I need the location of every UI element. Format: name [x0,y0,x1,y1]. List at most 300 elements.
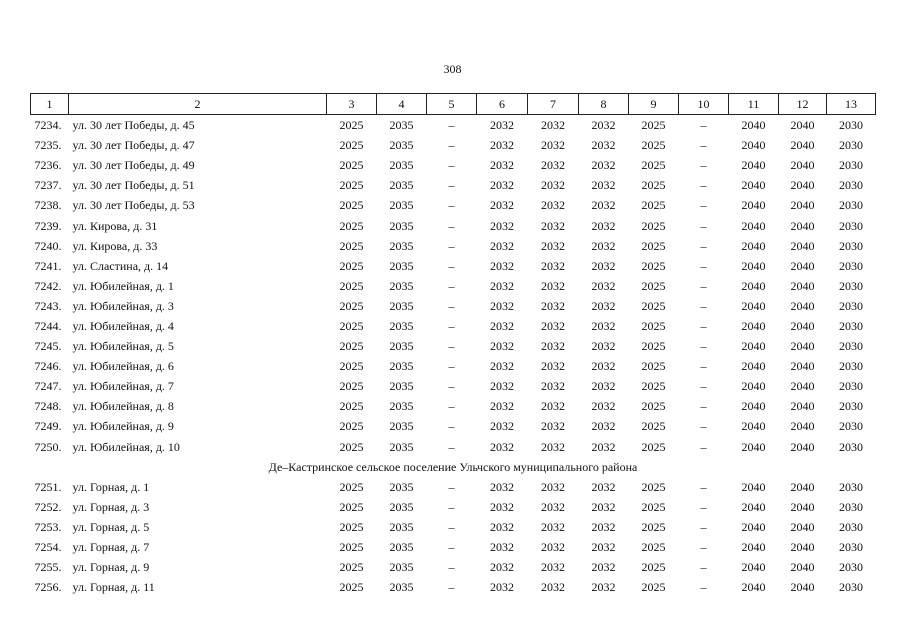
table-row [31,115,876,136]
column-header-11: 11 [729,94,779,115]
cell-col-6-year: 2032 [490,519,514,534]
cell-address: ул. Юбилейная, д. 5 [72,339,174,354]
cell-row-number: 7242. [34,278,62,293]
cell-col-6-year: 2032 [490,318,514,333]
table-row [31,477,876,497]
cell-address: ул. 30 лет Победы, д. 47 [72,138,195,153]
table-row [31,356,876,376]
cell-col-4-year: 2035 [389,339,414,354]
table-row [31,195,876,215]
cell-col-12-year: 2040 [790,158,815,173]
cell-col-10-value: – [700,379,707,394]
table-row [31,336,876,356]
cell-col-10-value: – [700,419,707,434]
cell-col-12-year: 2040 [790,178,815,193]
cell-col-13-year: 2030 [839,439,863,454]
table-header [31,94,876,115]
cell-col-11-year: 2040 [741,178,766,193]
cell-col-3-year: 2025 [339,278,364,293]
cell-col-13-year: 2030 [839,218,863,233]
cell-col-5-value: – [448,138,455,153]
cell-col-12-year: 2040 [790,238,815,253]
cell-address: ул. 30 лет Победы, д. 45 [72,118,195,133]
cell-col-7-year: 2032 [541,399,565,414]
cell-col-9-year: 2025 [641,138,666,153]
cell-col-9-year: 2025 [641,218,666,233]
cell-col-13-year: 2030 [839,479,863,494]
cell-col-5-value: – [448,278,455,293]
cell-col-4-year: 2035 [389,278,414,293]
table-row [31,537,876,557]
cell-col-7-year: 2032 [541,118,565,133]
cell-col-12-year: 2040 [790,258,815,273]
cell-col-4-year: 2035 [389,158,414,173]
cell-col-11-year: 2040 [741,479,766,494]
cell-col-10-value: – [700,499,707,514]
cell-row-number: 7235. [34,138,62,153]
cell-col-11-year: 2040 [741,278,766,293]
cell-col-7-year: 2032 [541,298,565,313]
cell-col-9-year: 2025 [641,540,666,555]
cell-col-12-year: 2040 [790,540,815,555]
cell-col-13-year: 2030 [839,580,863,595]
cell-col-6-year: 2032 [490,138,514,153]
cell-address: ул. Горная, д. 5 [72,519,150,534]
cell-col-9-year: 2025 [641,519,666,534]
table-row [31,517,876,537]
cell-col-8-year: 2032 [591,298,616,313]
cell-row-number: 7237. [34,178,62,193]
table-row [31,135,876,155]
cell-col-3-year: 2025 [339,540,364,555]
cell-col-3-year: 2025 [339,399,364,414]
table-row [31,316,876,336]
cell-col-6-year: 2032 [490,479,514,494]
cell-col-7-year: 2032 [541,158,565,173]
cell-col-6-year: 2032 [490,560,514,575]
cell-col-7-year: 2032 [541,218,565,233]
cell-col-12-year: 2040 [790,138,815,153]
cell-row-number: 7247. [34,379,62,394]
cell-col-7-year: 2032 [541,198,565,213]
cell-col-13-year: 2030 [839,419,863,434]
cell-col-9-year: 2025 [641,580,666,595]
cell-col-6-year: 2032 [490,419,514,434]
cell-col-13-year: 2030 [839,258,863,273]
cell-col-3-year: 2025 [339,419,364,434]
cell-col-9-year: 2025 [641,479,666,494]
cell-col-6-year: 2032 [490,499,514,514]
cell-col-8-year: 2032 [591,560,616,575]
cell-col-3-year: 2025 [339,499,364,514]
cell-row-number: 7254. [34,540,62,555]
cell-col-11-year: 2040 [741,499,766,514]
cell-row-number: 7245. [34,339,62,354]
cell-col-10-value: – [700,560,707,575]
cell-col-5-value: – [448,238,455,253]
cell-col-8-year: 2032 [591,258,616,273]
cell-col-6-year: 2032 [490,178,514,193]
cell-col-8-year: 2032 [591,540,616,555]
cell-col-11-year: 2040 [741,540,766,555]
cell-col-9-year: 2025 [641,499,666,514]
column-header-5: 5 [427,94,477,115]
cell-address: ул. Сластина, д. 14 [72,258,169,273]
cell-col-3-year: 2025 [339,218,364,233]
cell-col-13-year: 2030 [839,298,863,313]
cell-address: ул. 30 лет Победы, д. 49 [72,158,195,173]
cell-col-9-year: 2025 [641,379,666,394]
cell-address: ул. Кирова, д. 33 [72,238,158,253]
table-row [31,175,876,195]
cell-row-number: 7244. [34,318,62,333]
cell-col-7-year: 2032 [541,379,565,394]
cell-col-9-year: 2025 [641,278,666,293]
cell-col-11-year: 2040 [741,399,766,414]
cell-col-11-year: 2040 [741,359,766,374]
column-header-4: 4 [377,94,427,115]
column-header-10: 10 [679,94,729,115]
cell-col-6-year: 2032 [490,359,514,374]
cell-col-7-year: 2032 [541,238,565,253]
table-body [31,115,876,598]
cell-col-5-value: – [448,379,455,394]
cell-address: ул. Кирова, д. 31 [72,218,158,233]
cell-col-3-year: 2025 [339,339,364,354]
cell-col-5-value: – [448,540,455,555]
cell-col-6-year: 2032 [490,580,514,595]
cell-address: ул. 30 лет Победы, д. 51 [72,178,195,193]
cell-col-9-year: 2025 [641,178,666,193]
cell-col-7-year: 2032 [541,499,565,514]
cell-row-number: 7246. [34,359,62,374]
cell-col-7-year: 2032 [541,359,565,374]
cell-col-4-year: 2035 [389,198,414,213]
cell-col-7-year: 2032 [541,339,565,354]
cell-address: ул. Юбилейная, д. 7 [72,379,174,394]
column-header-3: 3 [327,94,377,115]
cell-col-11-year: 2040 [741,439,766,454]
cell-col-7-year: 2032 [541,540,565,555]
cell-address: ул. Горная, д. 9 [72,560,150,575]
cell-col-12-year: 2040 [790,339,815,354]
cell-col-8-year: 2032 [591,519,616,534]
cell-row-number: 7256. [34,580,62,595]
cell-col-13-year: 2030 [839,399,863,414]
cell-col-5-value: – [448,560,455,575]
table-row [31,396,876,416]
cell-col-5-value: – [448,178,455,193]
table-row [31,215,876,235]
cell-col-3-year: 2025 [339,359,364,374]
cell-col-10-value: – [700,540,707,555]
cell-col-6-year: 2032 [490,399,514,414]
cell-col-13-year: 2030 [839,540,863,555]
column-header-13: 13 [827,94,876,115]
cell-row-number: 7243. [34,298,62,313]
cell-col-5-value: – [448,258,455,273]
cell-col-11-year: 2040 [741,419,766,434]
cell-col-6-year: 2032 [490,118,514,133]
cell-col-3-year: 2025 [339,479,364,494]
cell-col-10-value: – [700,519,707,534]
cell-col-11-year: 2040 [741,138,766,153]
cell-col-11-year: 2040 [741,258,766,273]
cell-col-5-value: – [448,339,455,354]
cell-col-10-value: – [700,258,707,273]
cell-address: ул. Юбилейная, д. 1 [72,278,174,293]
cell-col-3-year: 2025 [339,158,364,173]
cell-col-11-year: 2040 [741,339,766,354]
cell-col-3-year: 2025 [339,198,364,213]
cell-col-10-value: – [700,399,707,414]
cell-col-5-value: – [448,359,455,374]
column-header-12: 12 [779,94,827,115]
cell-col-7-year: 2032 [541,519,565,534]
cell-col-12-year: 2040 [790,419,815,434]
cell-col-3-year: 2025 [339,258,364,273]
cell-col-8-year: 2032 [591,419,616,434]
cell-row-number: 7241. [34,258,62,273]
cell-col-8-year: 2032 [591,158,616,173]
cell-col-5-value: – [448,399,455,414]
cell-col-6-year: 2032 [490,258,514,273]
cell-col-8-year: 2032 [591,238,616,253]
header-row [31,94,876,115]
cell-col-12-year: 2040 [790,318,815,333]
cell-col-12-year: 2040 [790,359,815,374]
cell-address: ул. Юбилейная, д. 6 [72,359,174,374]
cell-col-12-year: 2040 [790,118,815,133]
cell-col-7-year: 2032 [541,560,565,575]
column-header-8: 8 [579,94,629,115]
cell-col-13-year: 2030 [839,339,863,354]
cell-col-13-year: 2030 [839,519,863,534]
cell-col-5-value: – [448,439,455,454]
cell-col-5-value: – [448,198,455,213]
cell-col-7-year: 2032 [541,258,565,273]
cell-col-4-year: 2035 [389,258,414,273]
cell-col-7-year: 2032 [541,178,565,193]
cell-col-5-value: – [448,419,455,434]
cell-col-10-value: – [700,158,707,173]
cell-col-4-year: 2035 [389,419,414,434]
cell-col-5-value: – [448,298,455,313]
cell-col-11-year: 2040 [741,298,766,313]
cell-col-4-year: 2035 [389,560,414,575]
cell-col-7-year: 2032 [541,479,565,494]
cell-col-7-year: 2032 [541,580,565,595]
cell-col-12-year: 2040 [790,399,815,414]
table-row [31,155,876,175]
cell-col-3-year: 2025 [339,519,364,534]
cell-col-6-year: 2032 [490,439,514,454]
cell-col-6-year: 2032 [490,158,514,173]
cell-col-6-year: 2032 [490,238,514,253]
cell-col-8-year: 2032 [591,479,616,494]
table-row [31,497,876,517]
cell-row-number: 7240. [34,238,62,253]
table-row [31,256,876,276]
cell-col-6-year: 2032 [490,198,514,213]
cell-col-5-value: – [448,218,455,233]
cell-col-6-year: 2032 [490,339,514,354]
cell-col-4-year: 2035 [389,479,414,494]
cell-col-11-year: 2040 [741,580,766,595]
cell-col-13-year: 2030 [839,379,863,394]
cell-col-12-year: 2040 [790,499,815,514]
cell-col-10-value: – [700,238,707,253]
cell-col-10-value: – [700,198,707,213]
cell-col-4-year: 2035 [389,118,414,133]
cell-address: ул. Юбилейная, д. 9 [72,419,174,434]
cell-address: ул. 30 лет Победы, д. 53 [72,198,195,213]
cell-col-3-year: 2025 [339,138,364,153]
cell-col-8-year: 2032 [591,118,616,133]
cell-row-number: 7253. [34,519,62,534]
cell-address: ул. Горная, д. 1 [72,479,150,494]
cell-col-4-year: 2035 [389,379,414,394]
cell-row-number: 7239. [34,218,62,233]
cell-col-11-year: 2040 [741,560,766,575]
cell-col-13-year: 2030 [839,198,863,213]
cell-col-9-year: 2025 [641,158,666,173]
cell-col-10-value: – [700,138,707,153]
cell-col-11-year: 2040 [741,238,766,253]
cell-col-9-year: 2025 [641,258,666,273]
column-header-7: 7 [528,94,579,115]
cell-col-11-year: 2040 [741,218,766,233]
cell-col-8-year: 2032 [591,318,616,333]
cell-col-6-year: 2032 [490,540,514,555]
cell-col-10-value: – [700,479,707,494]
cell-col-6-year: 2032 [490,218,514,233]
cell-col-13-year: 2030 [839,138,863,153]
cell-row-number: 7249. [34,419,62,434]
cell-row-number: 7238. [34,198,62,213]
cell-col-13-year: 2030 [839,318,863,333]
section-heading: Де–Кастринское сельское поселение Ульчского муниципального района [268,459,638,474]
cell-col-7-year: 2032 [541,439,565,454]
cell-col-8-year: 2032 [591,198,616,213]
cell-col-8-year: 2032 [591,379,616,394]
cell-col-3-year: 2025 [339,318,364,333]
cell-col-4-year: 2035 [389,218,414,233]
cell-address: ул. Горная, д. 3 [72,499,150,514]
cell-col-4-year: 2035 [389,298,414,313]
cell-col-10-value: – [700,218,707,233]
cell-address: ул. Юбилейная, д. 3 [72,298,174,313]
cell-row-number: 7248. [34,399,62,414]
table-row [31,557,876,577]
cell-col-8-year: 2032 [591,138,616,153]
cell-col-10-value: – [700,278,707,293]
cell-col-12-year: 2040 [790,560,815,575]
cell-col-9-year: 2025 [641,298,666,313]
cell-col-4-year: 2035 [389,519,414,534]
table-row [31,577,876,597]
column-header-1: 1 [31,94,69,115]
cell-col-7-year: 2032 [541,278,565,293]
cell-col-8-year: 2032 [591,499,616,514]
cell-row-number: 7251. [34,479,62,494]
table-row [31,437,876,457]
cell-col-9-year: 2025 [641,399,666,414]
cell-col-10-value: – [700,298,707,313]
cell-address: ул. Горная, д. 11 [72,580,155,595]
cell-col-3-year: 2025 [339,238,364,253]
cell-col-3-year: 2025 [339,178,364,193]
cell-col-9-year: 2025 [641,238,666,253]
cell-col-5-value: – [448,479,455,494]
cell-col-13-year: 2030 [839,178,863,193]
cell-col-3-year: 2025 [339,580,364,595]
cell-col-7-year: 2032 [541,138,565,153]
cell-col-5-value: – [448,519,455,534]
cell-row-number: 7234. [34,118,62,133]
cell-col-7-year: 2032 [541,318,565,333]
cell-col-9-year: 2025 [641,118,666,133]
cell-col-4-year: 2035 [389,399,414,414]
cell-address: ул. Юбилейная, д. 4 [72,318,174,333]
cell-col-10-value: – [700,178,707,193]
cell-col-5-value: – [448,118,455,133]
cell-col-12-year: 2040 [790,218,815,233]
cell-col-6-year: 2032 [490,278,514,293]
cell-row-number: 7236. [34,158,62,173]
cell-col-8-year: 2032 [591,218,616,233]
cell-col-10-value: – [700,359,707,374]
cell-col-8-year: 2032 [591,278,616,293]
cell-col-4-year: 2035 [389,178,414,193]
table-row [31,276,876,296]
cell-col-4-year: 2035 [389,439,414,454]
cell-col-8-year: 2032 [591,359,616,374]
cell-col-13-year: 2030 [839,278,863,293]
cell-col-12-year: 2040 [790,198,815,213]
cell-col-11-year: 2040 [741,519,766,534]
cell-col-8-year: 2032 [591,178,616,193]
cell-col-10-value: – [700,580,707,595]
cell-col-8-year: 2032 [591,580,616,595]
cell-col-8-year: 2032 [591,399,616,414]
data-table [30,93,876,597]
cell-col-12-year: 2040 [790,580,815,595]
cell-col-9-year: 2025 [641,359,666,374]
column-header-9: 9 [629,94,679,115]
cell-col-4-year: 2035 [389,359,414,374]
page-number: 308 [443,62,462,76]
cell-address: ул. Юбилейная, д. 8 [72,399,174,414]
cell-col-8-year: 2032 [591,439,616,454]
cell-col-12-year: 2040 [790,439,815,454]
cell-col-12-year: 2040 [790,519,815,534]
cell-col-9-year: 2025 [641,198,666,213]
cell-row-number: 7250. [34,439,62,454]
cell-col-7-year: 2032 [541,419,565,434]
cell-col-9-year: 2025 [641,318,666,333]
cell-col-13-year: 2030 [839,158,863,173]
cell-col-12-year: 2040 [790,278,815,293]
cell-col-5-value: – [448,318,455,333]
cell-col-3-year: 2025 [339,560,364,575]
cell-col-4-year: 2035 [389,580,414,595]
cell-col-10-value: – [700,439,707,454]
cell-col-9-year: 2025 [641,339,666,354]
cell-col-4-year: 2035 [389,540,414,555]
table-row [31,236,876,256]
cell-col-10-value: – [700,118,707,133]
